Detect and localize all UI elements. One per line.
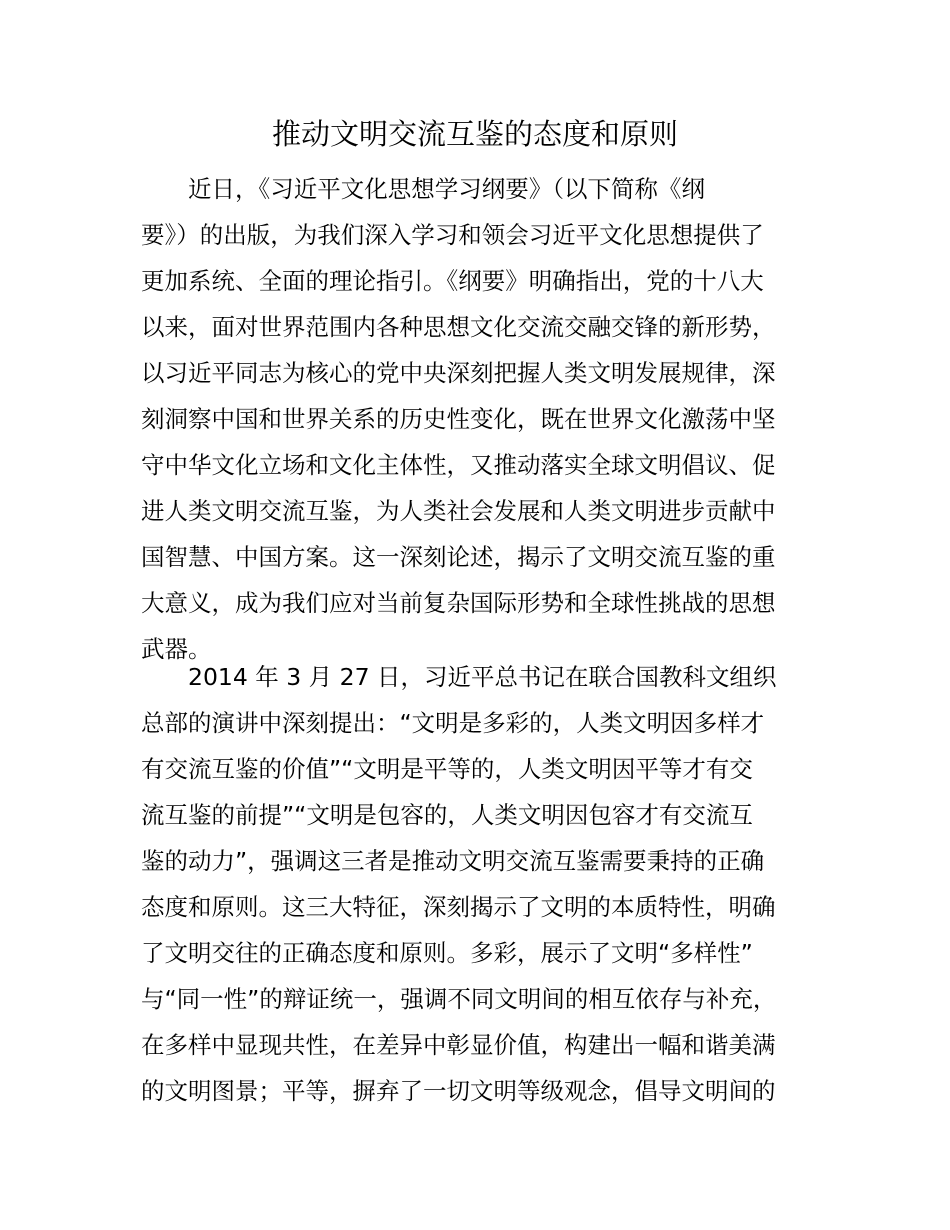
text-line: 以来，面对世界范围内各种思想文化交流交融交锋的新形势， [141,313,776,341]
paragraph-1 [141,166,841,672]
text-line: 总部的演讲中深刻提出：“文明是多彩的，人类文明因多样才 [141,709,765,737]
text-line: 国智慧、中国方案。这一深刻论述，揭示了文明交流互鉴的重 [141,543,776,571]
text-line: 2014 年 3 月 27 日，习近平总书记在联合国教科文组织 [141,663,777,691]
document-title: 推动文明交流互鉴的态度和原则 [271,117,678,151]
text-line: 有交流互鉴的价值”“文明是平等的，人类文明因平等才有交 [141,755,753,783]
text-line: 大意义，成为我们应对当前复杂国际形势和全球性挑战的思想 [141,589,776,617]
text-line: 更加系统、全面的理论指引。《纲要》明确指出，党的十八大 [141,267,764,295]
paragraph-2 [141,654,841,1114]
text-line: 鉴的动力”，强调这三者是推动文明交流互鉴需要秉持的正确 [141,847,765,875]
text-line: 的文明图景；平等，摒弃了一切文明等级观念，倡导文明间的 [141,1077,776,1105]
text-line: 武器。 [141,635,212,663]
text-line: 守中华文化立场和文化主体性，又推动落实全球文明倡议、促 [141,451,776,479]
text-line: 与“同一性”的辩证统一，强调不同文明间的相互依存与补充， [141,985,777,1013]
text-line: 进人类文明交流互鉴，为人类社会发展和人类文明进步贡献中 [141,497,776,525]
text-line: 态度和原则。这三大特征，深刻揭示了文明的本质特性，明确 [141,893,776,921]
text-line: 了文明交往的正确态度和原则。多彩，展示了文明“多样性” [141,939,753,967]
text-line: 近日，《习近平文化思想学习纲要》（以下简称《纲 [141,175,705,203]
text-line: 要》）的出版，为我们深入学习和领会习近平文化思想提供了 [141,221,764,249]
text-line: 以习近平同志为核心的党中央深刻把握人类文明发展规律，深 [141,359,776,387]
text-line: 在多样中显现共性，在差异中彰显价值，构建出一幅和谐美满 [141,1031,776,1059]
text-line: 流互鉴的前提”“文明是包容的，人类文明因包容才有交流互 [141,801,753,829]
text-line: 刻洞察中国和世界关系的历史性变化，既在世界文化激荡中坚 [141,405,776,433]
